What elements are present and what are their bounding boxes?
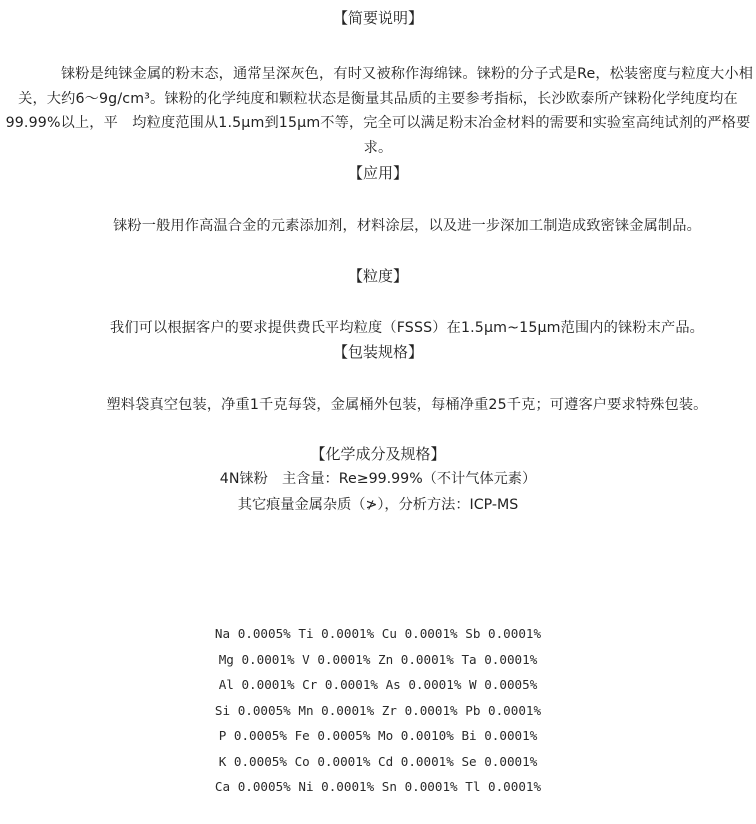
impurity-item <box>458 779 541 794</box>
impurity-element: Al <box>218 677 234 692</box>
impurity-value: 0.0005% <box>484 677 538 692</box>
impurity-item <box>454 754 537 769</box>
impurity-element: Cr <box>302 677 318 692</box>
impurity-value: 0.0001% <box>488 702 542 718</box>
impurity-item <box>287 754 370 769</box>
impurity-value: 0.0001% <box>317 651 371 667</box>
granularity-paragraph <box>2 316 754 341</box>
impurity-item <box>370 728 453 743</box>
application-text: 铼粉一般用作高温合金的元素添加剂，材料涂层，以及进一步深加工制造成致密铼金属制品。 <box>113 218 701 234</box>
impurity-value: 0.0005% <box>317 728 371 743</box>
impurity-item <box>219 677 295 692</box>
impurity-element: Bi <box>461 728 477 743</box>
impurity-element: Fe <box>294 728 310 743</box>
impurity-value: 0.0005% <box>233 753 287 769</box>
impurity-item <box>378 677 461 692</box>
impurity-element: Ta <box>461 651 477 667</box>
impurity-value: 0.0001% <box>241 651 295 667</box>
impurity-item <box>374 779 457 794</box>
impurity-value: 0.0001% <box>321 779 375 794</box>
impurity-row <box>0 698 756 724</box>
impurity-item <box>291 626 374 641</box>
impurity-item <box>374 626 457 641</box>
impurity-element: Mo <box>378 728 394 743</box>
impurity-value: 0.0001% <box>400 753 454 769</box>
impurity-value: 0.0005% <box>237 779 291 794</box>
impurity-element: V <box>302 651 310 667</box>
impurity-value: 0.0001% <box>241 677 295 692</box>
impurity-value: 0.0001% <box>400 651 454 667</box>
summary-text: 铼粉是纯铼金属的粉末态，通常呈深灰色，有时又被称作海绵铼。铼粉的分子式是Re，松装密度与粒度大小相关，大约6～9g/cm³。铼粉的化学纯度和颗粒状态是衡量其品质的主要参考指标，长沙欧泰所产铼粉化学纯度均在99.99%以上，平 均粒度范围从1.5μm到15μm不等，完全可以满足粉末冶金材料的需要和实验室高纯试剂的严格要求。 <box>5 66 754 156</box>
impurity-row <box>0 749 756 775</box>
impurity-value: 0.0001% <box>324 677 378 692</box>
impurity-item <box>219 652 295 667</box>
granularity-text: 我们可以根据客户的要求提供费氏平均粒度（FSSS）在1.5μm~15μm范围内的铼粉末产品。 <box>109 320 705 336</box>
impurity-item <box>461 677 537 692</box>
impurity-value: 0.0005% <box>237 626 291 641</box>
impurity-item <box>454 728 537 743</box>
impurity-element: Sn <box>381 779 397 794</box>
impurity-value: 0.0005% <box>233 728 287 743</box>
impurity-value: 0.0005% <box>237 702 291 718</box>
impurity-element: Si <box>214 702 231 718</box>
application-paragraph <box>2 214 754 239</box>
impurity-value: 0.0001% <box>484 728 538 743</box>
impurity-value: 0.0001% <box>404 779 458 794</box>
impurity-value: 0.0001% <box>484 651 538 667</box>
chemistry-heading: 【化学成分及规格】 <box>310 445 446 463</box>
summary-paragraph <box>2 62 754 160</box>
impurity-row <box>0 672 756 698</box>
application-heading: 【应用】 <box>347 164 408 182</box>
impurity-element: Zr <box>381 702 397 718</box>
impurity-item <box>370 652 453 667</box>
main-content-line: 4N铼粉 主含量：Re≥99.99%（不计气体元素） <box>219 471 537 487</box>
impurity-element: Ti <box>298 626 314 641</box>
impurity-value: 0.0001% <box>484 753 538 769</box>
impurity-item <box>215 779 291 794</box>
impurity-element: Co <box>294 753 310 769</box>
impurity-list <box>0 621 756 800</box>
impurity-item <box>370 754 453 769</box>
impurity-value: 0.0001% <box>488 779 542 794</box>
impurity-value: 0.0001% <box>404 702 458 718</box>
impurity-element: Mn <box>298 702 314 718</box>
impurity-item <box>458 626 541 641</box>
impurity-element: Mg <box>218 651 234 667</box>
impurity-row <box>0 647 756 673</box>
impurity-value: 0.0001% <box>488 626 542 641</box>
impurity-value: 0.0001% <box>321 626 375 641</box>
impurity-item <box>458 703 541 718</box>
impurity-item <box>291 703 374 718</box>
impurity-item <box>295 652 371 667</box>
impurity-item <box>219 728 287 743</box>
summary-heading: 【简要说明】 <box>332 9 423 27</box>
impurity-element: Na <box>214 626 231 641</box>
impurity-value: 0.0001% <box>408 677 462 692</box>
impurity-item <box>219 754 287 769</box>
impurity-item <box>215 703 291 718</box>
impurity-item <box>291 779 374 794</box>
impurity-row <box>0 774 756 800</box>
impurity-value: 0.0001% <box>317 753 371 769</box>
impurity-element: Cu <box>381 626 397 641</box>
granularity-heading: 【粒度】 <box>347 267 408 285</box>
impurity-element: Ni <box>298 779 314 794</box>
impurity-element: Zn <box>378 651 394 667</box>
impurity-item <box>374 703 457 718</box>
impurity-value: 0.0001% <box>321 702 375 718</box>
impurity-element: K <box>218 753 227 769</box>
impurity-row <box>0 621 756 647</box>
impurity-element: Cd <box>378 753 394 769</box>
impurity-element: Sb <box>465 626 481 641</box>
impurity-method-line: 其它痕量金属杂质（≯），分析方法：ICP-MS <box>237 497 519 513</box>
impurity-value: 0.0001% <box>404 626 458 641</box>
impurity-element: Pb <box>465 702 481 718</box>
impurity-item <box>215 626 291 641</box>
packaging-heading: 【包装规格】 <box>332 343 423 361</box>
impurity-element: Se <box>461 753 477 769</box>
impurity-element: P <box>218 728 227 743</box>
impurity-item <box>454 652 537 667</box>
impurity-element: Tl <box>465 779 481 794</box>
impurity-element: W <box>469 677 477 692</box>
packaging-paragraph <box>2 393 754 418</box>
impurity-element: As <box>385 677 401 692</box>
impurity-item <box>287 728 370 743</box>
packaging-text: 塑料袋真空包装，净重1千克每袋，金属桶外包装，每桶净重25千克；可遵客户要求特殊包装。 <box>106 397 708 413</box>
impurity-row <box>0 723 756 749</box>
impurity-item <box>295 677 378 692</box>
impurity-element: Ca <box>214 779 231 794</box>
impurity-value: 0.0010% <box>400 728 454 743</box>
